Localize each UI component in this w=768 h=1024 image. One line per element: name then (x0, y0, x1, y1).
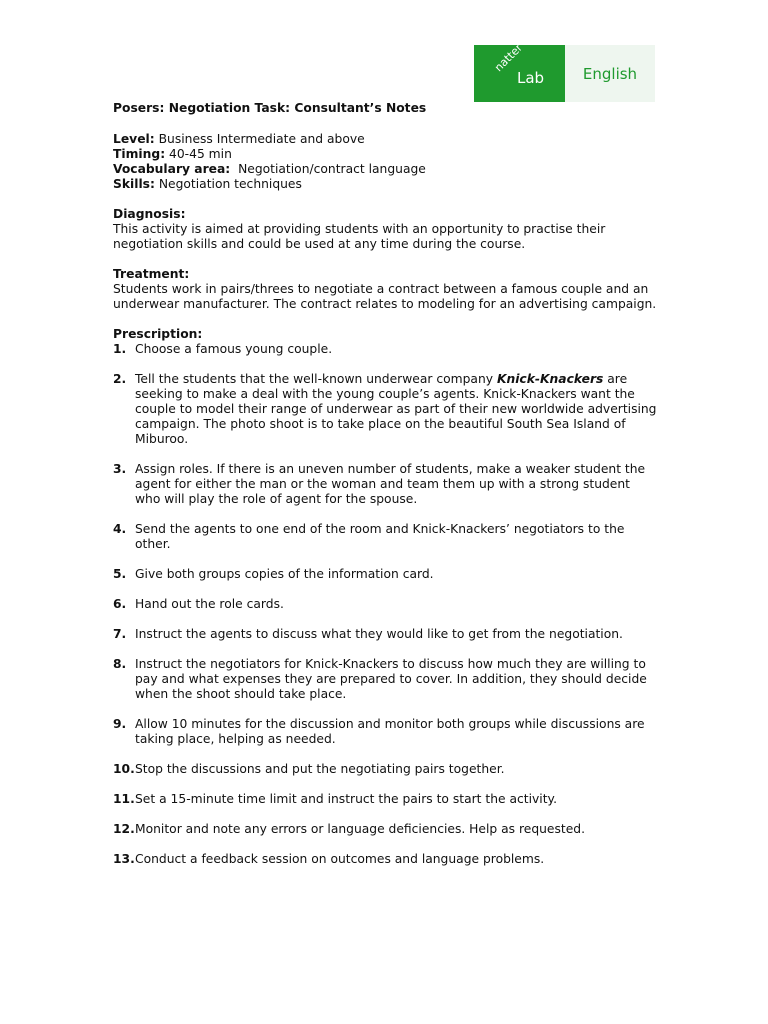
step-number: 6. (113, 597, 127, 611)
step-number: 2. (113, 372, 127, 386)
step-text: Hand out the role cards. (135, 597, 284, 611)
step-item (113, 462, 658, 507)
prescription-steps (113, 342, 658, 867)
step-text: Instruct the negotiators for Knick-Knackers to discuss how much they are willing to pay and what expenses they are prepared to cover. In addition, they should decide when the shoot should take place. (135, 657, 647, 701)
step-text: Conduct a feedback session on outcomes and language problems. (135, 852, 545, 866)
document-body (113, 99, 658, 882)
natterlab-logo (474, 41, 655, 102)
level-value: Business Intermediate and above (158, 132, 365, 146)
step-number: 12. (113, 822, 135, 836)
diagnosis-heading: Diagnosis: (113, 207, 186, 221)
logo-natter-text: natter (492, 41, 525, 75)
step-item (113, 657, 658, 702)
step-number: 1. (113, 342, 127, 356)
timing-label: Timing: (113, 147, 166, 161)
meta-block (113, 132, 658, 192)
treatment-text: Students work in pairs/threes to negotiate a contract between a famous couple and an underwear manufacturer. The contract relates to modeling for an advertising campaign. (113, 282, 657, 311)
step-text-part: are seeking to make a deal with the young couple’s agents. Knick-Knackers want the couple to model their range of underwear as part of their new worldwide advertising campaign. The photo shoot is to take place on the beautiful South Sea Island of Miburoo. (135, 372, 657, 446)
step-number: 11. (113, 792, 135, 806)
vocab-label: Vocabulary area: (113, 162, 231, 176)
step-item (113, 717, 658, 747)
step-text: Set a 15-minute time limit and instruct the pairs to start the activity. (135, 792, 557, 806)
skills-value: Negotiation techniques (158, 177, 302, 191)
step-number: 8. (113, 657, 127, 671)
step-text-part: Tell the students that the well-known underwear company (135, 372, 497, 386)
step-text: Stop the discussions and put the negotiating pairs together. (135, 762, 505, 776)
step-number: 13. (113, 852, 135, 866)
step-number: 3. (113, 462, 127, 476)
step-number: 4. (113, 522, 127, 536)
step-number: 7. (113, 627, 127, 641)
logo-green-block (474, 41, 565, 102)
step-item (113, 852, 658, 867)
level-label: Level: (113, 132, 155, 146)
treatment-heading: Treatment: (113, 267, 190, 281)
step-item (113, 342, 658, 357)
logo-lab-text: Lab (517, 69, 545, 87)
step-text: Allow 10 minutes for the discussion and monitor both groups while discussions are taking place, helping as needed. (135, 717, 645, 746)
logo-english-text: English (565, 45, 655, 102)
company-name: Knick-Knackers (496, 372, 604, 386)
step-number: 10. (113, 762, 135, 776)
step-text: Assign roles. If there is an uneven number of students, make a weaker student the agent for either the man or the woman and team them up with a strong student who will play the role of agent for the spouse. (135, 462, 646, 506)
step-item (113, 627, 658, 642)
step-item (113, 567, 658, 582)
step-text: Send the agents to one end of the room and Knick-Knackers’ negotiators to the other. (135, 522, 625, 551)
step-item (113, 822, 658, 837)
step-item (113, 762, 658, 777)
skills-line (113, 177, 658, 192)
level-line (113, 132, 658, 147)
prescription-heading: Prescription: (113, 327, 203, 341)
step-text (135, 372, 658, 447)
diagnosis-text: This activity is aimed at providing students with an opportunity to practise their negotiation skills and could be used at any time during the course. (113, 222, 606, 251)
vocab-line (113, 162, 658, 177)
step-text: Choose a famous young couple. (135, 342, 333, 356)
step-text: Give both groups copies of the information card. (135, 567, 434, 581)
step-item (113, 522, 658, 552)
skills-label: Skills: (113, 177, 155, 191)
timing-line (113, 147, 658, 162)
vocab-value: Negotiation/contract language (238, 162, 426, 176)
timing-value: 40-45 min (169, 147, 232, 161)
step-text: Instruct the agents to discuss what they would like to get from the negotiation. (135, 627, 623, 641)
step-number: 9. (113, 717, 127, 731)
step-number: 5. (113, 567, 127, 581)
step-item (113, 597, 658, 612)
step-item (113, 372, 658, 447)
step-text: Monitor and note any errors or language deficiencies. Help as requested. (135, 822, 585, 836)
page-title: Posers: Negotiation Task: Consultant’s Notes (113, 101, 427, 115)
step-item (113, 792, 658, 807)
